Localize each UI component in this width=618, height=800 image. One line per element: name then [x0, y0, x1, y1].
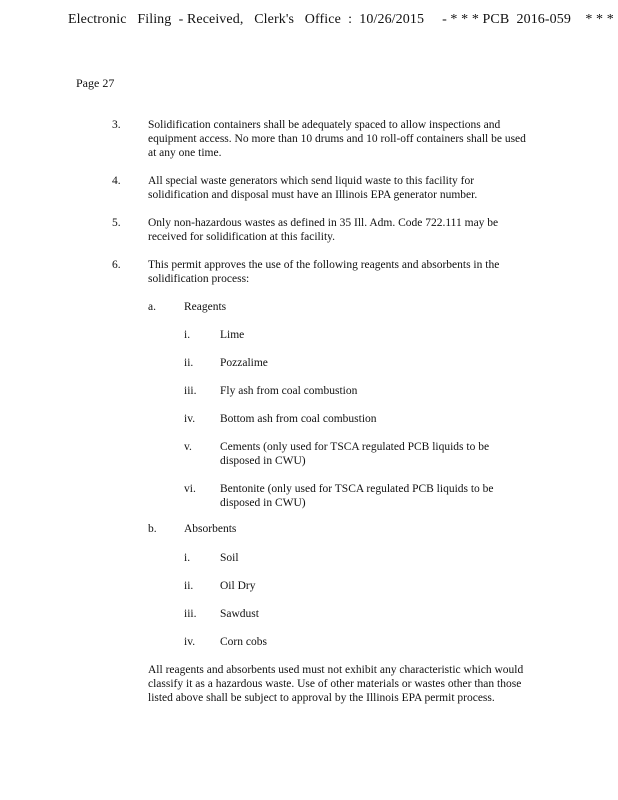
list-numeral: i.	[184, 552, 191, 564]
list-numeral: iii.	[184, 385, 197, 397]
condition-number: 5.	[112, 217, 121, 229]
condition-number: 6.	[112, 259, 121, 271]
list-numeral: iii.	[184, 608, 197, 620]
list-numeral: ii.	[184, 357, 194, 369]
condition-number: 3.	[112, 119, 121, 131]
list-item: Corn cobs	[220, 636, 267, 648]
subsection-label: b.	[148, 523, 157, 535]
list-item: Pozzalime	[220, 357, 268, 369]
page-number: Page 27	[76, 76, 115, 90]
subsection-title: Absorbents	[184, 523, 237, 535]
list-numeral: iv.	[184, 413, 196, 425]
list-numeral: iv.	[184, 636, 196, 648]
list-item: Oil Dry	[220, 580, 256, 592]
condition-text: Solidification containers shall be adequately spaced to allow inspections and equipment access. No more than 10 drums and 10 roll-off containers shall be used at any one time.	[148, 119, 526, 159]
list-item: Soil	[220, 552, 239, 564]
list-item: Bottom ash from coal combustion	[220, 413, 377, 425]
filing-header: Electronic Filing - Received, Clerk's Office : 10/26/2015 - * * * PCB 2016-059 * * *	[68, 12, 614, 27]
subsection-label: a.	[148, 301, 156, 313]
list-item: Sawdust	[220, 608, 259, 620]
list-item: Fly ash from coal combustion	[220, 385, 358, 397]
condition-text: Only non-hazardous wastes as defined in 35 Ill. Adm. Code 722.111 may be received for solidification at this facility.	[148, 217, 499, 243]
condition-text: This permit approves the use of the following reagents and absorbents in the solidification process:	[148, 259, 500, 285]
condition-text: All special waste generators which send liquid waste to this facility for solidification and disposal must have an Illinois EPA generator number.	[148, 175, 478, 201]
list-numeral: v.	[184, 441, 192, 453]
list-item: Bentonite (only used for TSCA regulated PCB liquids to be disposed in CWU)	[220, 483, 494, 509]
closing-paragraph: All reagents and absorbents used must not exhibit any characteristic which would classify it as a hazardous waste. Use of other materials or wastes other than those listed above shall be subject to approval by the Illinois EPA permit process.	[148, 664, 524, 704]
list-numeral: i.	[184, 329, 191, 341]
subsection-title: Reagents	[184, 301, 227, 313]
list-item: Lime	[220, 329, 245, 341]
list-item: Cements (only used for TSCA regulated PCB liquids to be disposed in CWU)	[220, 441, 490, 467]
list-numeral: vi.	[184, 483, 196, 495]
list-numeral: ii.	[184, 580, 194, 592]
condition-number: 4.	[112, 175, 121, 187]
